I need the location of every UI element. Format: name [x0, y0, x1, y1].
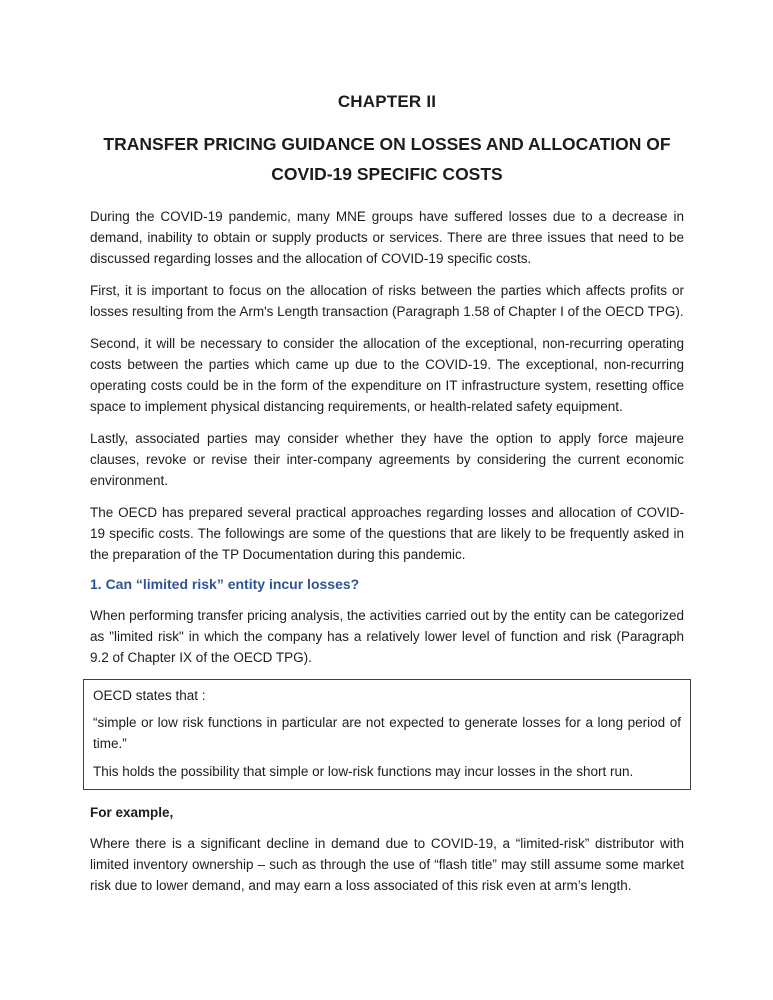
quote-box-conclusion: This holds the possibility that simple or low-risk functions may incur losses in the short run. — [93, 764, 634, 779]
document-title-line-1: TRANSFER PRICING GUIDANCE ON LOSSES AND ALLOCATION OF — [103, 134, 671, 154]
paragraph-second-issue: Second, it will be necessary to consider the allocation of the exceptional, non-recurring operating costs between the parties which came up due to the COVID-19. The exceptional, non-recurring operating costs could be in the form of the expenditure on IT infrastructure system, resetting office space to implement physical distancing requirements, or health-related safety equipment. — [90, 336, 684, 414]
paragraph-oecd-approaches: The OECD has prepared several practical approaches regarding losses and allocation of COVID-19 specific costs. The followings are some of the questions that are likely to be frequently asked in the preparation of the TP Documentation during this pandemic. — [90, 505, 684, 562]
quote-box-intro-line: OECD states that : — [93, 688, 206, 703]
paragraph-first-issue: First, it is important to focus on the allocation of risks between the parties which affects profits or losses resulting from the Arm's Length transaction (Paragraph 1.58 of Chapter I of the OECD TPG). — [90, 283, 684, 319]
quote-box-quotation: “simple or low risk functions in particular are not expected to generate losses for a long period of time.” — [93, 715, 681, 751]
paragraph-limited-risk-definition: When performing transfer pricing analysis, the activities carried out by the entity can be categorized as "limited risk" in which the company has a relatively lower level of function and risk (Paragraph 9.2 of Chapter IX of the OECD TPG). — [90, 608, 684, 665]
paragraph-example: Where there is a significant decline in demand due to COVID-19, a “limited-risk” distributor with limited inventory ownership – such as through the use of “flash title” may still assume some market risk due to lower demand, and may earn a loss associated of this risk even at arm’s length. — [90, 836, 684, 893]
example-label: For example, — [90, 805, 174, 820]
paragraph-third-issue: Lastly, associated parties may consider whether they have the option to apply force majeure clauses, revoke or revise their inter-company agreements by considering the current economic environment. — [90, 431, 684, 488]
paragraph-intro: During the COVID-19 pandemic, many MNE groups have suffered losses due to a decrease in demand, inability to obtain or supply products or services. There are three issues that need to be discussed regarding losses and the allocation of COVID-19 specific costs. — [90, 209, 684, 266]
chapter-heading: CHAPTER II — [337, 92, 437, 111]
document-title-line-2: COVID-19 SPECIFIC COSTS — [271, 164, 503, 184]
document-title — [90, 129, 684, 189]
section-1-heading: 1. Can “limited risk” entity incur losses? — [90, 576, 360, 592]
oecd-quote-box — [83, 679, 691, 790]
